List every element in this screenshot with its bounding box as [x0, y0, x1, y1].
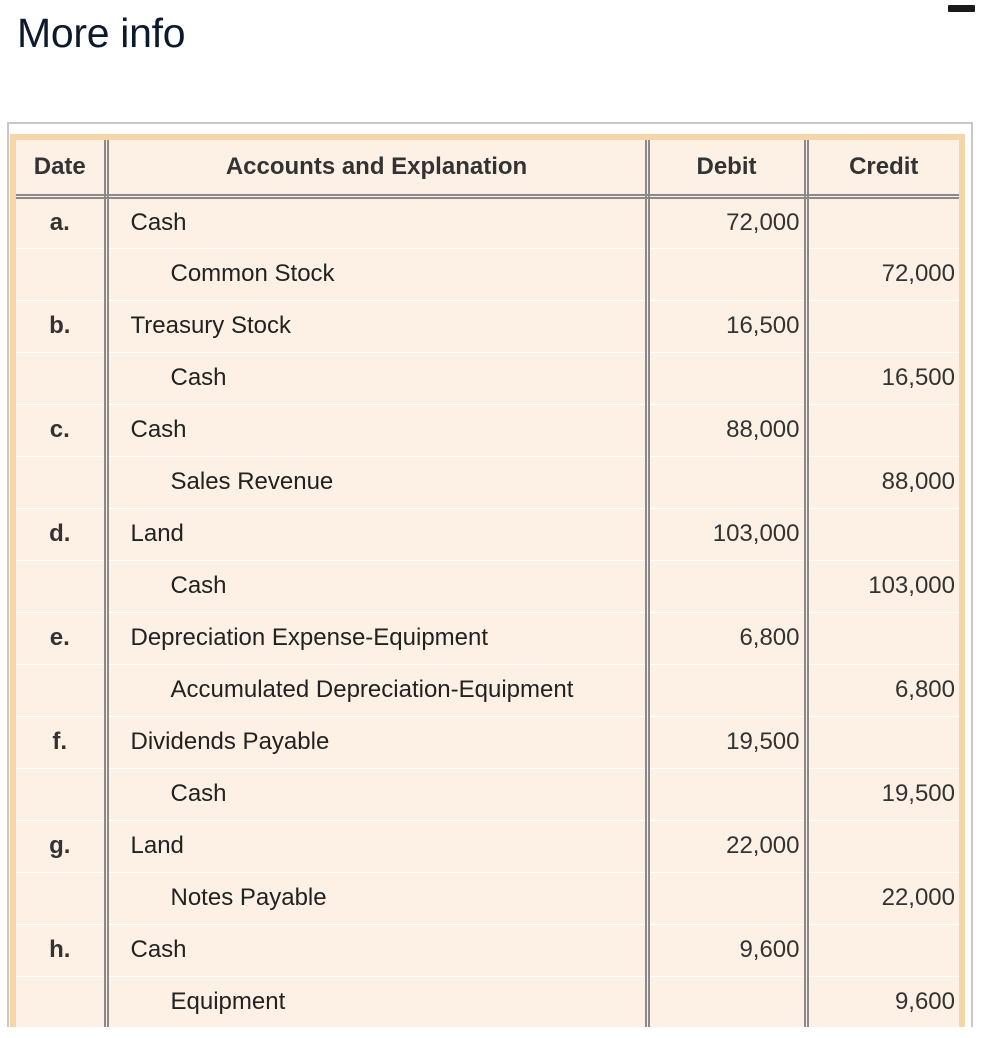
- row-credit: 88,000: [806, 456, 959, 508]
- table-row: [16, 976, 959, 1027]
- row-date: [16, 664, 106, 716]
- table-header-row: [16, 140, 959, 196]
- row-credit: 103,000: [806, 560, 959, 612]
- table-row: [16, 664, 959, 716]
- row-date: [16, 872, 106, 924]
- row-credit: 16,500: [806, 352, 959, 404]
- row-account: Accumulated Depreciation-Equipment: [106, 664, 647, 716]
- row-credit: [806, 196, 959, 248]
- row-date: c.: [16, 404, 106, 456]
- row-account: Land: [106, 820, 647, 872]
- row-account: Treasury Stock: [106, 300, 647, 352]
- minimize-icon[interactable]: [948, 5, 975, 12]
- table-row: [16, 872, 959, 924]
- header-credit: Credit: [806, 140, 959, 196]
- row-credit: [806, 924, 959, 976]
- table-row: [16, 768, 959, 820]
- row-debit: 88,000: [647, 404, 806, 456]
- row-credit: [806, 404, 959, 456]
- row-date: e.: [16, 612, 106, 664]
- row-credit: [806, 612, 959, 664]
- row-date: g.: [16, 820, 106, 872]
- row-debit: [647, 248, 806, 300]
- row-credit: 22,000: [806, 872, 959, 924]
- row-date: h.: [16, 924, 106, 976]
- row-date: a.: [16, 196, 106, 248]
- row-credit: [806, 820, 959, 872]
- row-date: [16, 560, 106, 612]
- header-date: Date: [16, 140, 106, 196]
- row-account: Common Stock: [106, 248, 647, 300]
- row-date: b.: [16, 300, 106, 352]
- table-row: [16, 924, 959, 976]
- row-date: [16, 456, 106, 508]
- table-row: [16, 612, 959, 664]
- row-debit: 9,600: [647, 924, 806, 976]
- row-credit: [806, 716, 959, 768]
- row-account: Cash: [106, 404, 647, 456]
- table-row: [16, 820, 959, 872]
- row-debit: 72,000: [647, 196, 806, 248]
- row-debit: 6,800: [647, 612, 806, 664]
- row-debit: [647, 768, 806, 820]
- row-account: Cash: [106, 768, 647, 820]
- row-date: [16, 976, 106, 1027]
- row-date: d.: [16, 508, 106, 560]
- row-credit: 9,600: [806, 976, 959, 1027]
- row-credit: [806, 508, 959, 560]
- row-debit: 19,500: [647, 716, 806, 768]
- table-row: [16, 300, 959, 352]
- journal-body: [16, 196, 959, 1027]
- row-account: Dividends Payable: [106, 716, 647, 768]
- row-debit: 103,000: [647, 508, 806, 560]
- row-credit: 19,500: [806, 768, 959, 820]
- row-credit: [806, 300, 959, 352]
- row-account: Cash: [106, 924, 647, 976]
- table-row: [16, 560, 959, 612]
- journal-table-container: [10, 134, 965, 1027]
- table-row: [16, 196, 959, 248]
- row-account: Notes Payable: [106, 872, 647, 924]
- row-date: f.: [16, 716, 106, 768]
- table-row: [16, 716, 959, 768]
- row-date: [16, 248, 106, 300]
- journal-table: [16, 140, 959, 1027]
- row-debit: [647, 560, 806, 612]
- row-account: Cash: [106, 560, 647, 612]
- row-date: [16, 352, 106, 404]
- row-account: Equipment: [106, 976, 647, 1027]
- row-debit: [647, 456, 806, 508]
- table-row: [16, 508, 959, 560]
- row-debit: 22,000: [647, 820, 806, 872]
- table-row: [16, 404, 959, 456]
- row-account: Land: [106, 508, 647, 560]
- table-row: [16, 456, 959, 508]
- row-credit: 6,800: [806, 664, 959, 716]
- row-account: Sales Revenue: [106, 456, 647, 508]
- dialog-title: More info: [17, 10, 186, 56]
- header-debit: Debit: [647, 140, 806, 196]
- row-date: [16, 768, 106, 820]
- header-accounts: Accounts and Explanation: [106, 140, 647, 196]
- table-row: [16, 352, 959, 404]
- row-debit: [647, 352, 806, 404]
- table-row: [16, 248, 959, 300]
- row-debit: [647, 976, 806, 1027]
- row-credit: 72,000: [806, 248, 959, 300]
- row-account: Cash: [106, 352, 647, 404]
- row-debit: [647, 664, 806, 716]
- row-account: Depreciation Expense-Equipment: [106, 612, 647, 664]
- row-debit: [647, 872, 806, 924]
- row-account: Cash: [106, 196, 647, 248]
- row-debit: 16,500: [647, 300, 806, 352]
